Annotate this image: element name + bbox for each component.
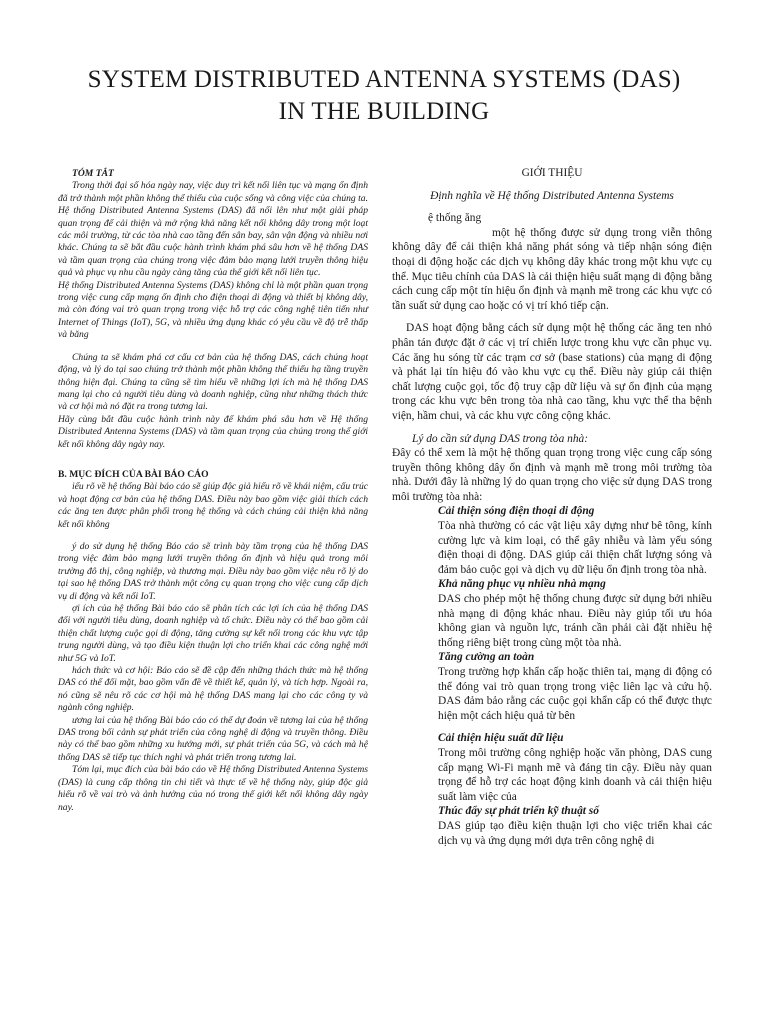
- reason-heading: Lý do cần sử dụng DAS trong tòa nhà:: [412, 432, 589, 445]
- purpose-paragraph-2: ý do sử dụng hệ thống Báo cáo sẽ trình bày tầm trọng của hệ thống DAS trong việc đảm bảo mạng lưới truyền thông ổn định và hiệu quả trong môi trường đô thị, công nghiệp, và thương mại. Điều này bao gồm việc nêu rõ lý do tại sao hệ thống DAS trở thành một công cụ quan trọng cho việc cung cấp dịch vụ di động và kết nối IoT.: [58, 540, 368, 602]
- reason-5-heading: Thúc đẩy sự phát triển kỹ thuật số: [438, 805, 599, 818]
- reason-5-body: DAS giúp tạo điều kiện thuận lợi cho việc triển khai các dịch vụ và ứng dụng mới dựa trên công nghệ di: [438, 819, 712, 847]
- reason-3-heading: Tăng cường an toàn: [438, 651, 535, 664]
- abstract-paragraph-1: Trong thời đại số hóa ngày nay, việc duy trì kết nối liên tục và mạng ổn định đã trở thành một phần không thể thiếu của cuộc sống và công việc của chúng ta. Hệ thống Distributed Antenna Systems (DAS) đã nổi lên như một giải pháp quan trọng để cải thiện và mở rộng khả năng kết nối không dây trong một loạt các môi trường, từ các tòa nhà cao tầng đến sân bay, sân vận động và nhiều nơi khác. Chúng ta sẽ bắt đầu cuộc hành trình khám phá sâu hơn về hệ thống DAS và tầm quan trọng của chúng trong việc đảm bảo mạng lưới truyền thông hiệu quả và phục vụ nhu cầu ngày càng tăng của thế giới kết nối liên tục.: [58, 180, 368, 279]
- purpose-paragraph-5: ương lai của hệ thống Bài báo cáo có thể dự đoán về tương lai của hệ thống DAS trong bối cảnh sự phát triển của công nghệ di động và truyền thông. Điều này có thể bao gồm những xu hướng mới, sự phát triển của 5G, và cách mà hệ thống DAS sẽ tiếp tục thích nghi và phát triển trong tương lai.: [58, 714, 368, 763]
- abstract-paragraph-4: Hãy cùng bắt đầu cuộc hành trình này để khám phá sâu hơn về Hệ thống Distributed Antenna Systems (DAS) và tầm quan trọng của chúng trong thế giới kết nối không dây ngày nay.: [58, 413, 368, 450]
- reason-4-heading: Cải thiện hiệu suất dữ liệu: [438, 732, 564, 745]
- section-b-heading: B. MỤC ĐÍCH CỦA BÀI BÁO CÁO: [58, 468, 209, 480]
- conclusion-paragraph: Tóm lại, mục đích của bài báo cáo về Hệ thống Distributed Antenna Systems (DAS) là cung cấp thông tin chi tiết và thực tế về hệ thống này, giúp độc giả hiểu rõ về vai trò và ảnh hưởng của nó trong thế giới kết nối không dây ngày nay.: [58, 764, 368, 813]
- reason-1-body: Tòa nhà thường có các vật liệu xây dựng như bê tông, kính cường lực và kim loại, có thể gây nhiễu và làm yếu sóng điện thoại di động. DAS giúp cải thiện chất lượng sóng và đảm bảo cuộc gọi và dịch vụ dữ liệu ổn định trong tòa nhà.: [438, 520, 712, 576]
- abstract-paragraph-3: Chúng ta sẽ khám phá cơ cấu cơ bản của hệ thống DAS, cách chúng hoạt động, và lý do tại sao chúng trở thành một phần không thể thiếu hạ tầng truyền thông hiện đại. Chúng ta cũng sẽ tìm hiểu về những lợi ích mà hệ thống DAS mang lại cho cả người tiêu dùng và doanh nghiệp, cũng như những thách thức và cơ hội mà nó đặt ra trong tương lai.: [58, 351, 368, 413]
- reason-2-heading: Khả năng phục vụ nhiều nhà mạng: [438, 578, 606, 591]
- definition-fragment: ệ thống ăng: [428, 212, 482, 225]
- paper-title-line-1: SYSTEM DISTRIBUTED ANTENNA SYSTEMS (DAS): [87, 66, 681, 93]
- abstract-paragraph-2: Hệ thống Distributed Antenna Systems (DAS) không chỉ là một phần quan trọng trong việc cung cấp mạng ổn định cho điện thoại di động và thiết bị không dây, mà còn đóng vai trò quan trọng trong việc hỗ trợ các công nghệ tiên tiến như Internet of Things (IoT), 5G, và nhiều ứng dụng khác có yêu cầu về độ trễ thấp và băng: [58, 279, 368, 341]
- right-column: [392, 168, 712, 848]
- purpose-paragraph-1: iểu rõ về hệ thống Bài báo cáo sẽ giúp độc giả hiểu rõ về khái niệm, cấu trúc và hoạt động cơ bản của hệ thống DAS. Điều này bao gồm việc giải thích cách các ăng ten được phân phối trong hệ thống và cách chúng cải thiện khả năng kết nối không: [58, 481, 369, 530]
- reason-intro: Đây có thể xem là một hệ thống quan trọng trong việc cung cấp sóng truyền thông không dây ổn định và mạnh mẽ trong môi trường tòa nhà. Dưới đây là những lý do quan trọng cho việc sử dụng DAS trong môi trường tòa nhà:: [392, 447, 712, 503]
- reason-1-heading: Cải thiện sóng điện thoại di động: [438, 505, 595, 518]
- intro-section-title: GIỚI THIỆU: [521, 167, 583, 179]
- purpose-paragraph-4: hách thức và cơ hội: Báo cáo sẽ đề cập đến những thách thức mà hệ thống DAS có thể đối mặt, bao gồm vấn đề về thiết kế, quản lý, và tích hợp. Ngoài ra, nó cũng sẽ nêu rõ các cơ hội mà hệ thống DAS mang lại cho các công ty và ngành công nghiệp.: [58, 665, 368, 714]
- purpose-paragraph-3: ợi ích của hệ thống Bài báo cáo sẽ phân tích các lợi ích của hệ thống DAS đối với người tiêu dùng, doanh nghiệp và tổ chức. Điều này có thể bao gồm cải thiện chất lượng cuộc gọi di động, tăng cường sự kết nối trong các khu vực tập trung người dùng, và tạo điều kiện thuận lợi cho triển khai các công nghệ mới như 5G và IoT.: [58, 603, 368, 664]
- paper-title: [40, 64, 728, 128]
- operation-paragraph: DAS hoạt động bằng cách sử dụng một hệ thống các ăng ten nhỏ phân tán được đặt ở các vị trí chiến lược trong khu vực cần phục vụ. Các ăng hu sóng từ các trạm cơ sở (base stations) của mạng di động và phát lại tín hiệu đó vào khu vực cụ thể. Điều này giúp cải thiện chất lượng cuộc gọi, tốc độ truy cập dữ liệu và sự ổn định của mạng trong các khu vực bên trong tòa nhà cao tầng, khu vực thể tha bệnh viện, hầm chui, và các khu vực công cộng khác.: [392, 322, 712, 422]
- left-column: [58, 168, 368, 814]
- reason-3-body: Trong trường hợp khẩn cấp hoặc thiên tai, mạng di động có thể đóng vai trò quan trọng trong việc liên lạc và cứu hộ. DAS đảm bảo rằng các cuộc gọi khẩn cấp có thể được thực hiện một cách hiệu quả từ bên: [438, 666, 712, 722]
- definition-heading: Định nghĩa về Hệ thống Distributed Antenna Systems: [430, 189, 674, 202]
- abstract-title: TÓM TẮT: [72, 168, 114, 179]
- reason-2-body: DAS cho phép một hệ thống chung được sử dụng bởi nhiều nhà mạng di động khác nhau. Điều này giúp tối ưu hóa không gian và nguồn lực, tránh cần phải cài đặt nhiều hệ thống riêng biệt trong cùng một tòa nhà.: [438, 593, 712, 649]
- reason-4-body: Trong môi trường công nghiệp hoặc văn phòng, DAS cung cấp mạng Wi-Fi mạnh mẽ và đáng tin cậy. Điều này quan trọng để hỗ trợ các hoạt động kinh doanh và cải thiện hiệu suất làm việc của: [438, 746, 712, 803]
- definition-paragraph: một hệ thống được sử dụng trong viễn thông không dây để cải thiện khả năng phát sóng và tiếp nhận sóng điện thoại di động hoặc các dịch vụ không dây khác trong một khu vực cụ thể. Mục tiêu chính của DAS là cải thiện hiệu suất mạng di động bằng cách cung cấp một tín hiệu ổn định và mạnh mẽ trong các khu vực có tần suất sử dụng cao hoặc có vị trí khó tiếp cận.: [392, 226, 712, 312]
- paper-title-line-2: IN THE BUILDING: [278, 98, 490, 125]
